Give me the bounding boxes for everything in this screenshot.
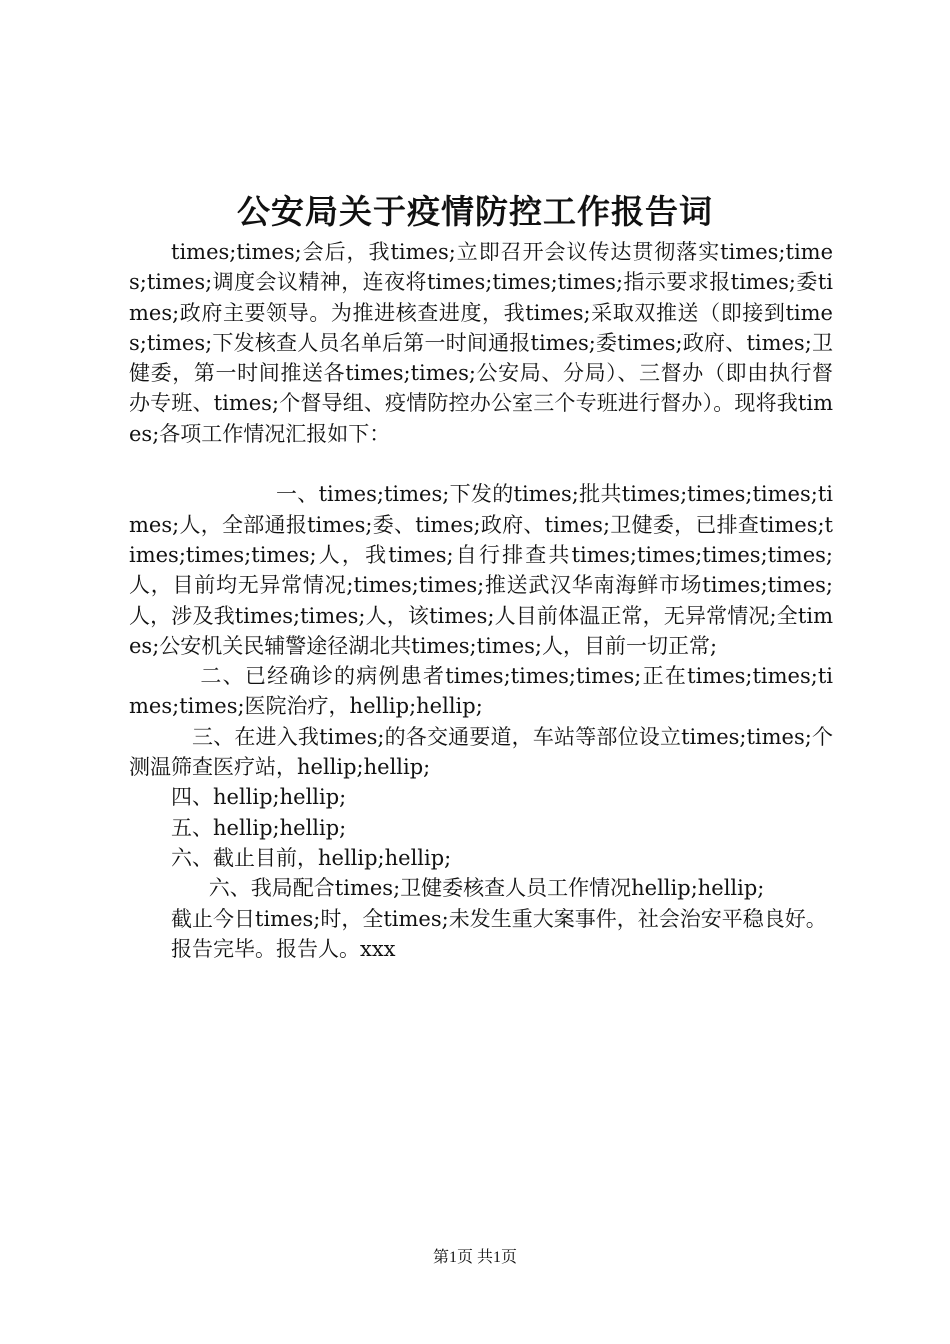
paragraph-item-4: 四、hellip;hellip; <box>171 785 347 810</box>
paragraph-intro: times;times;会后，我times;立即召开会议传达贯彻落实times;times;times;调度会议精神，连夜将times;times;times;指示要求报times;委times;政府主要领导。为推进核查进度，我times;采取双推送（即接到times;times;下发核查人员名单后第一时间通报times;委times;政府、times;卫健委，第一时间推送各times;times;公安局、分局）、三督办（即由执行督办专班、times;个督导组、疫情防控办公室三个专班进行督办）。现将我times;各项工作情况汇报如下： <box>129 240 833 446</box>
paragraph-item-6: 六、截止目前，hellip;hellip; <box>171 845 452 870</box>
paragraph-summary: 截止今日times;时，全times;未发生重大案事件，社会治安平稳良好。 <box>171 906 827 931</box>
paragraph-item-6b: 六、我局配合times;卫健委核查人员工作情况hellip;hellip; <box>208 876 765 901</box>
paragraph-item-2: 二、已经确诊的病例患者times;times;times;正在times;times;times;times;医院治疗，hellip;hellip; <box>129 664 833 719</box>
paragraph-item-1: 一、times;times;下发的times;批共times;times;times;times;人，全部通报times;委、times;政府、times;卫健委，已排查times;times;times;times;人，我times;自行排查共times;times;times;times;人，目前均无异常情况;times;times;推送武汉华南海鲜市场times;times;人，涉及我times;times;人，该times;人目前体温正常，无异常情况;全times;公安机关民辅警途径湖北共times;times;人，目前一切正常; <box>129 482 833 658</box>
paragraph-item-3: 三、在进入我times;的各交通要道，车站等部位设立times;times;个测温筛查医疗站，hellip;hellip; <box>129 724 833 780</box>
document-title: 公安局关于疫情防控工作报告词 <box>237 192 713 231</box>
document-body <box>129 237 833 964</box>
page-footer: 第1页 共1页 <box>432 1249 517 1266</box>
paragraph-item-5: 五、hellip;hellip; <box>171 815 347 840</box>
blank-line <box>129 449 833 479</box>
paragraph-closing: 报告完毕。报告人。xxx <box>171 936 396 961</box>
